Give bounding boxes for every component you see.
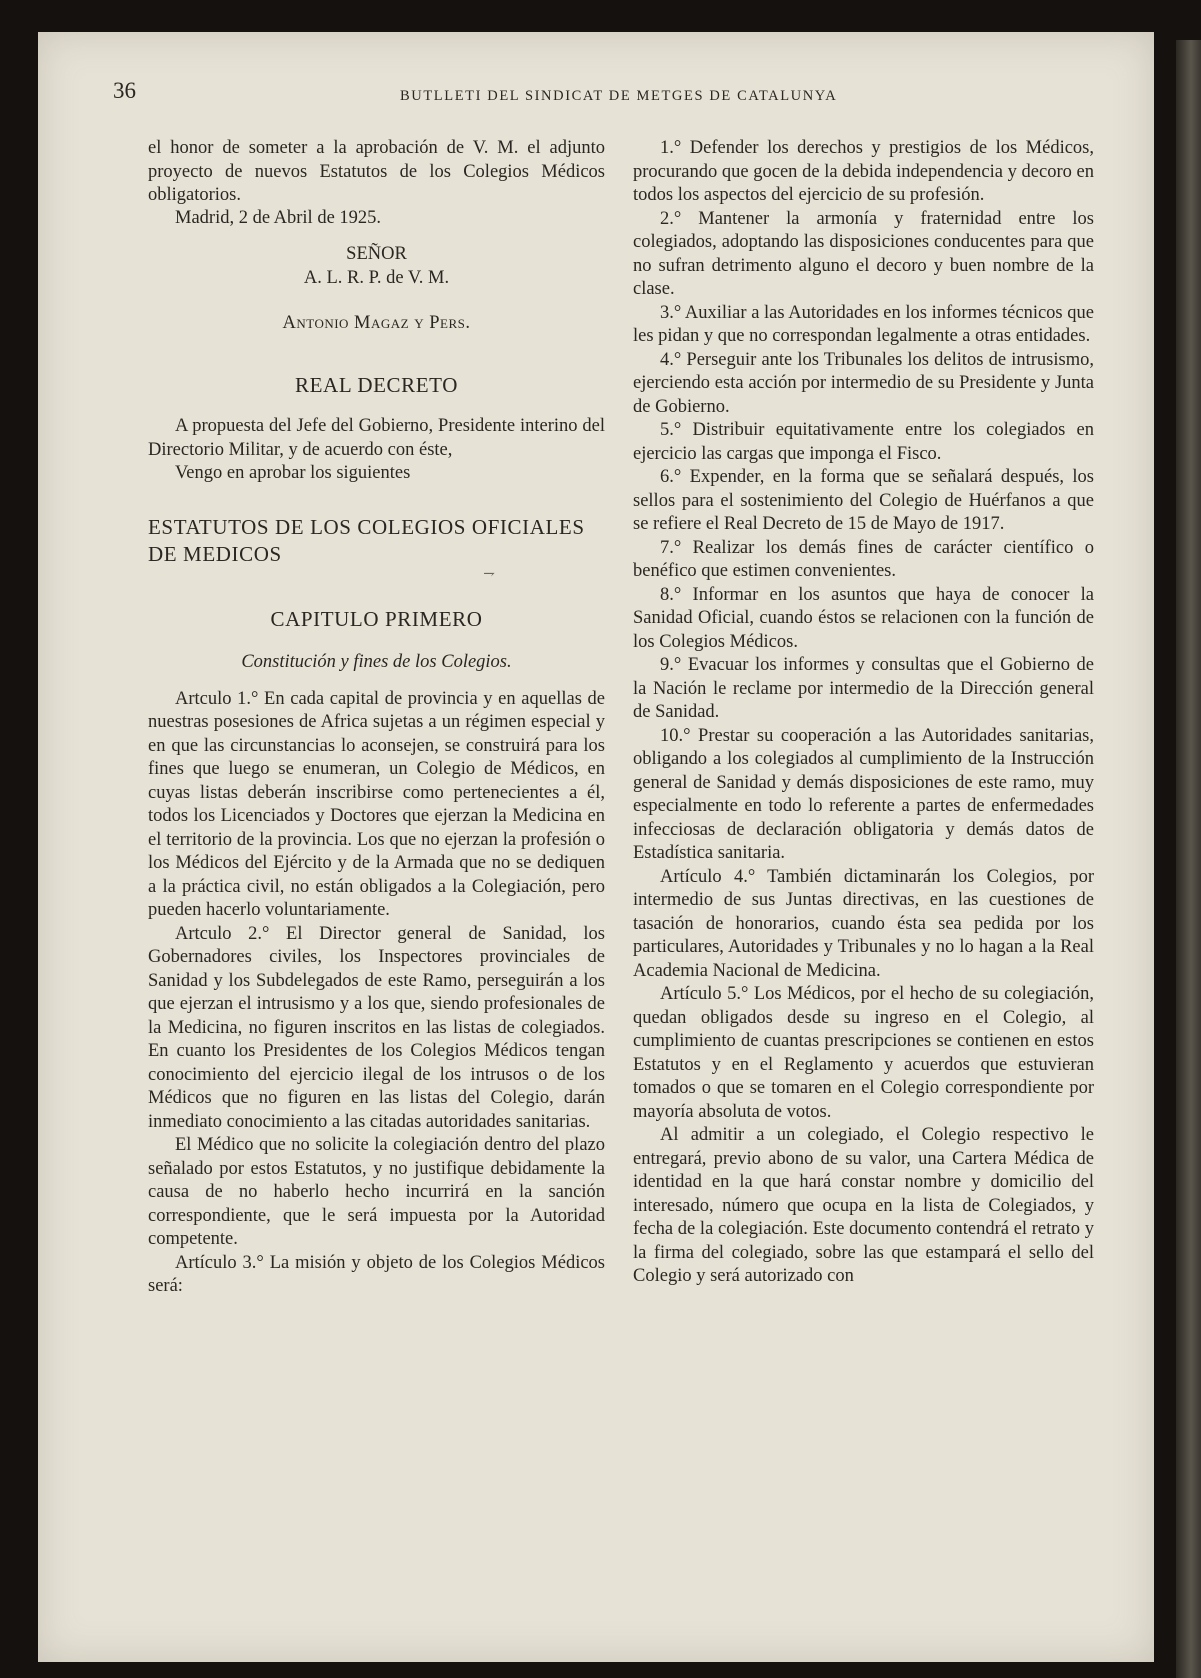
list-item: 5.° Distribuir equitativamente entre los colegiados en ejercicio las cargas que imponga el Fisco. [633, 420, 1094, 464]
intro-paragraph: el honor de someter a la aprobación de V. M. el adjunto proyecto de nuevos Estatutos de los Colegios Médicos obligatorios. [148, 138, 605, 205]
admitir-paragraph: Al admitir a un colegiado, el Colegio respectivo le entregará, previo abono de su valor, una Cartera Médica de identidad en la que hará constar nombre y domicilio del interesado, número que ocupa en la lista de Colegiados, y fecha de la colegiación. Este documento contendrá el retrato y la firma del colegiado, sobre las que estampará el sello del Colegio y será autorizado con [633, 1125, 1094, 1286]
article-3: Artículo 3.° La misión y objeto de los Colegios Médicos será: [148, 1252, 605, 1296]
list-item: 9.° Evacuar los informes y consultas que el Gobierno de la Nación le reclame por intermedio de la Dirección general de Sanidad. [633, 655, 1094, 722]
page-header [113, 80, 1073, 110]
list-item: 1.° Defender los derechos y prestigios de los Médicos, procurando que gocen de la debida independencia y decoro en todos los aspectos del ejercicio de su profesión. [633, 138, 1094, 205]
signature: Antonio Magaz y Pers. [282, 313, 471, 333]
page-number: 36 [113, 78, 136, 103]
date-line: Madrid, 2 de Abril de 1925. [175, 207, 382, 228]
left-column [148, 137, 605, 1299]
list-item: 8.° Informar en los asuntos que haya de conocer la Sanidad Oficial, cuando éstos se relacionen con la función de los Colegios Médicos. [633, 584, 1094, 652]
right-column [633, 137, 1094, 1289]
list-item: 3.° Auxiliar a las Autoridades en los informes técnicos que les pidan y que no correspondan legalmente a otras entidades. [633, 302, 1094, 346]
list-item: 10.° Prestar su cooperación a las Autoridades sanitarias, obligando a los colegiados al cumplimiento de la Instrucción general de Sanidad y demás disposiciones de este ramo, muy especialmente en todo lo referente a partes de enfermedades infecciosas de declaración obligatoria y demás datos de Estadística sanitaria. [633, 725, 1094, 863]
senor-line: SEÑOR [346, 244, 407, 264]
article-2: Artculo 2.° El Director general de Sanidad, los Gobernadores civiles, los Inspectores provinciales de Sanidad y los Subdelegados de este Ramo, perseguirán a los que ejerzan el intrusismo y a los que, siendo profesionales de la Medicina, no figuren inscritos en las listas de colegiados. En cuanto los Presidentes de los Colegios Médicos tengan conocimiento del ejercicio ilegal de los intrusos o de los Médicos que no figuren en las listas del Colegio, darán inmediato conocimiento a las citadas autoridades sanitarias. [148, 923, 605, 1132]
list-item: 7.° Realizar los demás fines de carácter científico o benéfico que estimen convenientes. [633, 537, 1094, 581]
article-4: Artículo 4.° También dictaminarán los Colegios, por intermedio de sus Juntas directivas, en las cuestiones de tasación de honorarios, cuando ésta sea pedida por los particulares, Autoridades y Tribunales y no lo hagan a la Real Academia Nacional de Medicina. [633, 866, 1094, 981]
alrp-line: A. L. R. P. de V. M. [303, 267, 450, 288]
article-1: Artculo 1.° En cada capital de provincia y en aquellas de nuestras posesiones de Africa sujetas a un régimen especial y en que las circunstancias lo aconsejen, se construirá para los fines que luego se enumeran, un Colegio de Médicos, en cuyas listas deberán inscribirse como pertenecientes a él, todos los Licenciados y Doctores que ejerzan la Medicina en el territorio de la provincia. Los que no ejerzan la profesión o los Médicos del Ejército y de la Armada que no se dediquen a la práctica civil, no están obligados a la Colegiación, pero pueden hacerlo voluntariamente. [148, 688, 605, 920]
capitulo-heading: CAPITULO PRIMERO [270, 606, 483, 631]
estatutos-title: ESTATUTOS DE LOS COLEGIOS OFICIALES DE MEDICOS [148, 514, 585, 566]
list-item: 6.° Expender, en la forma que se señalará después, los sellos para el sostenimiento del Colegio de Huérfanos a que se refiere el Real Decreto de 15 de Mayo de 1917. [633, 467, 1094, 534]
real-decreto-heading: REAL DECRETO [295, 372, 458, 397]
medico-paragraph: El Médico que no solicite la colegiación dentro del plazo señalado por estos Estatutos, y no justifique debidamente la causa de no haberlo hecho incurrirá en la sanción correspondiente, que le será impuesta por la Autoridad competente. [148, 1135, 605, 1249]
vengo-paragraph: Vengo en aprobar los siguientes [175, 463, 411, 483]
list-item: 4.° Perseguir ante los Tribunales los delitos de intrusismo, ejerciendo esta acción por intermedio de su Presidente y Junta de Gobierno. [633, 349, 1094, 417]
running-head: BUTLLETI DEL SINDICAT DE METGES DE CATALUNYA [400, 88, 838, 104]
capitulo-subtitle: Constitución y fines de los Colegios. [241, 652, 512, 672]
decree-paragraph: A propuesta del Jefe del Gobierno, Presidente interino del Directorio Militar, y de acuerdo con éste, [148, 416, 605, 460]
decorative-mark: ⇁ [483, 566, 495, 582]
book-spine-edge [1176, 40, 1201, 1678]
list-item: 2.° Mantener la armonía y fraternidad entre los colegiados, adoptando las disposiciones conducentes para que no sufran detrimento alguno el decoro y buen nombre de la clase. [633, 208, 1094, 299]
article-5: Artículo 5.° Los Médicos, por el hecho de su colegiación, quedan obligados desde su ingreso en el Colegio, al cumplimiento de cuantas prescripciones se contienen en estos Estatutos y en el Reglamento y acuerdos que estuvieran tomados o que se tomaren en el Colegio correspondiente por mayoría absoluta de votos. [633, 984, 1094, 1122]
